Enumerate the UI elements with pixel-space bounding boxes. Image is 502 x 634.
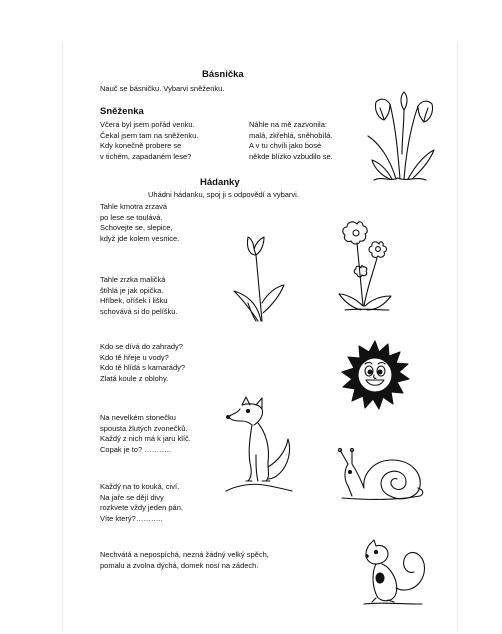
riddle-6 [100, 550, 269, 571]
riddle-line: Víte který?……….. [100, 513, 163, 523]
riddle-line: Každý na to kouká, civí. [100, 482, 180, 491]
basnicka-instruction: Nauč se básničku. Vybarvi sněženku. [100, 84, 225, 93]
riddle-line: Kdo tě hlídá s kamarády? [100, 363, 186, 372]
riddle-1 [100, 202, 179, 244]
poem-stanza-2 [249, 120, 333, 162]
riddle-line: Zlatá koule z oblohy. [100, 373, 169, 383]
poem-line: Včera byl jsem pořád venku. [100, 120, 195, 129]
squirrel-icon [360, 538, 430, 608]
riddle-5 [100, 482, 183, 524]
poem-line: Náhle na mě zazvonila: [249, 120, 327, 129]
tulip-icon [228, 233, 288, 325]
sun-icon [340, 340, 410, 410]
poem-line: v tichém, zapadaném lese? [100, 151, 192, 161]
section-title-hadanky: Hádanky [200, 177, 240, 188]
section-title-basnicka: Básnička [202, 69, 244, 80]
riddle-line: Na jaře se dějí divy [100, 492, 164, 502]
riddle-line: Tahle kmotra zrzavá [100, 202, 168, 211]
riddle-line: Každý z nich má k jaru klíč. [100, 434, 191, 443]
snowdrop-icon [360, 84, 440, 184]
riddle-line: schovává si do pelíšku. [100, 306, 178, 316]
riddle-line: Schovejte se, slepice, [100, 223, 173, 232]
riddle-line: Kdo tě hřeje u vody? [100, 352, 169, 362]
poem-line: někde blízko vzbudilo se. [249, 151, 333, 161]
riddle-line: po lese se toulává. [100, 212, 163, 222]
poem-line: Čekal jsem tam na sněženku. [100, 130, 199, 140]
riddle-4 [100, 413, 191, 455]
primrose-icon [335, 218, 397, 314]
poem-line: A v tu chvíli jako bosé [249, 141, 322, 150]
riddle-line: Hříbek, oříšek i lišku [100, 296, 168, 305]
riddle-line: pomalu a zvolna dýchá, domek nosí na zádech. [100, 560, 259, 570]
poem-title: Sněženka [100, 106, 144, 117]
hadanky-instruction: Uhádni hádanku, spoj ji s odpovědí a vybarvi. [148, 190, 299, 199]
riddle-line: Kdo se dívá do zahrady? [100, 342, 183, 351]
riddle-line: Tahle zrzka maličká [100, 275, 166, 284]
poem-line: malá, zkřehlá, sněhobílá. [249, 130, 333, 140]
riddle-line: rozkvete vždy jeden pán. [100, 503, 183, 512]
riddle-2 [100, 275, 178, 317]
poem-stanza-1 [100, 120, 198, 162]
fox-icon [222, 395, 294, 495]
riddle-line: spousta žlutých zvonečků. [100, 423, 188, 433]
riddle-line: když jde kolem vesnice. [100, 233, 180, 243]
riddle-line: štíhlá je jak opička. [100, 285, 164, 295]
riddle-line: Na nevelkém stonečku [100, 413, 176, 422]
riddle-line: Nechvátá a nepospíchá, nezná žádný velký spěch, [100, 550, 269, 559]
riddle-line: Copak je to? ……….. [100, 444, 171, 454]
snail-icon [338, 448, 428, 508]
riddle-3 [100, 342, 185, 384]
poem-line: Kdy konečně probere se [100, 141, 182, 150]
